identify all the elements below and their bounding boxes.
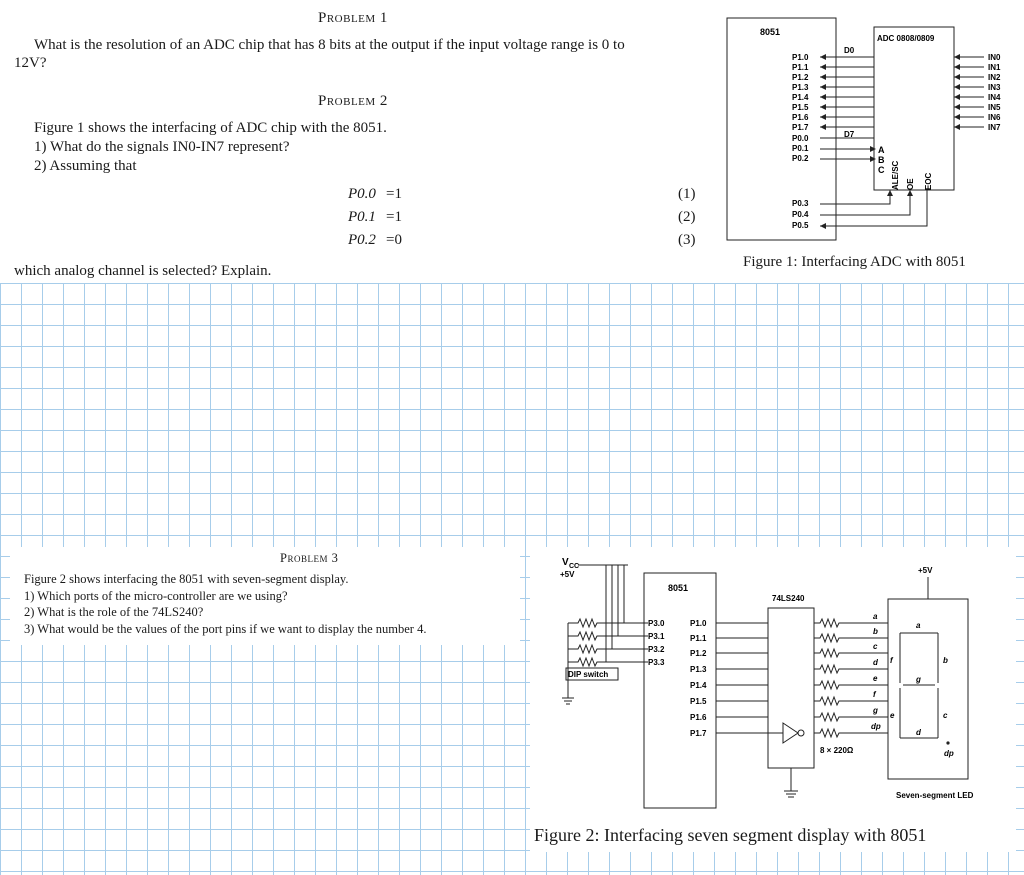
fig2-p1-pin: P1.6: [690, 713, 707, 722]
fig1-p0-pin: P0.5: [792, 221, 809, 230]
equation-1-tag: (1): [678, 186, 696, 202]
fig2-segment-wire: e: [873, 674, 878, 683]
fig2-buffer-label: 74LS240: [772, 594, 805, 603]
fig1-analog-input: IN3: [988, 83, 1001, 92]
fig1-adc-label: ADC 0808/0809: [877, 34, 935, 43]
figure2-sheet: [530, 547, 1016, 852]
fig1-8051-block: [727, 18, 836, 240]
fig1-select-a: A: [878, 145, 885, 155]
problem3-intro: Figure 2 shows interfacing the 8051 with seven-segment display.: [24, 572, 349, 586]
fig2-display-segment: f: [890, 656, 893, 665]
fig1-p1-pin: P1.7: [792, 123, 809, 132]
fig2-vcc-label: V: [562, 557, 569, 568]
fig1-p1-pin: P1.4: [792, 93, 809, 102]
fig2-display-segment: dp: [944, 749, 954, 758]
fig2-display-segment: g: [916, 675, 921, 684]
fig1-oe-label: OE: [906, 178, 915, 190]
problem3-sheet: [10, 547, 520, 645]
equation-3-tag: (3): [678, 232, 696, 248]
fig1-analog-input: IN7: [988, 123, 1001, 132]
problem3-q3: 3) What would be the values of the port pins if we want to display the number 4.: [24, 622, 427, 636]
problem1-line2: 12V?: [14, 55, 47, 71]
fig2-p1-pin: P1.7: [690, 729, 707, 738]
equation-3-lhs: P0.2: [348, 232, 376, 248]
fig2-segment-wire: f: [873, 690, 876, 699]
fig2-display-plus5v: +5V: [918, 566, 933, 575]
fig2-display-segment: c: [943, 711, 948, 720]
equation-2-lhs: P0.1: [348, 209, 376, 225]
fig2-segment-wire: g: [873, 706, 878, 715]
fig1-d0-label: D0: [844, 46, 855, 55]
fig1-eoc-label: EOC: [924, 172, 933, 190]
fig1-analog-input: IN4: [988, 93, 1001, 102]
fig1-p0-pin: P0.4: [792, 210, 809, 219]
fig1-8051-label: 8051: [760, 27, 781, 37]
fig1-analog-input: IN6: [988, 113, 1001, 122]
problem2-intro: Figure 1 shows the interfacing of ADC chip with the 8051.: [34, 120, 387, 136]
fig2-segment-wire: d: [873, 658, 878, 667]
fig2-display-segment: b: [943, 656, 948, 665]
fig2-p3-pin: P3.1: [648, 632, 665, 641]
fig2-p1-pin: P1.3: [690, 665, 707, 674]
fig2-vcc-sub: CC: [569, 563, 580, 570]
fig2-segment-wire: c: [873, 642, 878, 651]
equation-3-rhs: =0: [386, 232, 402, 248]
problem3-title: Problem 3: [280, 551, 339, 565]
fig2-p1-pin: P1.2: [690, 649, 707, 658]
fig2-display-segment: d: [916, 728, 921, 737]
problem1-line1: What is the resolution of an ADC chip that has 8 bits at the output if the input voltage range is 0 to: [34, 37, 625, 53]
fig2-p3-pin: P3.2: [648, 645, 665, 654]
fig2-resistor-label: 8 × 220Ω: [820, 746, 854, 755]
fig1-select-c: C: [878, 165, 885, 175]
fig1-analog-input: IN5: [988, 103, 1001, 112]
figure1-diagram: [720, 10, 1020, 250]
fig1-p0-pin: P0.3: [792, 199, 809, 208]
fig2-p1-pin: P1.1: [690, 634, 707, 643]
fig1-p0-pin: P0.0: [792, 134, 809, 143]
fig2-vcc-plus5v: +5V: [560, 570, 575, 579]
problem3-q1: 1) Which ports of the micro-controller are we using?: [24, 589, 288, 603]
fig1-p1-pin: P1.5: [792, 103, 809, 112]
fig2-p3-pin: P3.0: [648, 619, 665, 628]
fig1-p1-pin: P1.2: [792, 73, 809, 82]
fig1-d7-label: D7: [844, 130, 855, 139]
fig1-analog-input: IN0: [988, 53, 1001, 62]
fig1-p0-pin: P0.1: [792, 144, 809, 153]
fig2-segment-wire: a: [873, 612, 878, 621]
fig2-8051-label: 8051: [668, 583, 689, 593]
fig2-display-segment: a: [916, 621, 921, 630]
equation-1-rhs: =1: [386, 186, 402, 202]
problem2-closing: which analog channel is selected? Explain.: [14, 263, 272, 279]
figure1-caption: Figure 1: Interfacing ADC with 8051: [743, 254, 966, 270]
fig2-p1-pin: P1.4: [690, 681, 707, 690]
fig2-display-segment: e: [890, 711, 895, 720]
fig1-ale-label: ALE/SC: [891, 160, 900, 190]
fig1-select-b: B: [878, 155, 885, 165]
fig2-buffer-block: [768, 608, 814, 768]
fig1-p1-pin: P1.6: [792, 113, 809, 122]
fig2-display-label: Seven-segment LED: [896, 791, 974, 800]
top-sheet: [0, 0, 1024, 283]
figure2-diagram: [558, 553, 988, 813]
fig1-p1-pin: P1.3: [792, 83, 809, 92]
problem2-q2: 2) Assuming that: [34, 158, 137, 174]
fig2-p1-pin: P1.0: [690, 619, 707, 628]
problem3-q2: 2) What is the role of the 74LS240?: [24, 605, 204, 619]
fig2-segment-wire: b: [873, 627, 878, 636]
problem2-title: Problem 2: [318, 93, 388, 109]
fig1-analog-input: IN1: [988, 63, 1001, 72]
fig2-p1-pin: P1.5: [690, 697, 707, 706]
problem1-title: Problem 1: [318, 10, 388, 26]
fig2-p3-pin: P3.3: [648, 658, 665, 667]
fig1-p1-pin: P1.0: [792, 53, 809, 62]
fig2-dip-label: DIP switch: [568, 670, 609, 679]
fig1-p1-pin: P1.1: [792, 63, 809, 72]
equation-1-lhs: P0.0: [348, 186, 376, 202]
fig1-analog-input: IN2: [988, 73, 1001, 82]
problem2-q1: 1) What do the signals IN0-IN7 represent?: [34, 139, 290, 155]
fig1-p0-pin: P0.2: [792, 154, 809, 163]
fig1-adc-block: [874, 27, 954, 190]
figure2-caption: Figure 2: Interfacing seven segment display with 8051: [534, 825, 927, 845]
fig2-8051-block: [644, 573, 716, 808]
equation-2-rhs: =1: [386, 209, 402, 225]
equation-2-tag: (2): [678, 209, 696, 225]
fig2-segment-wire: dp: [871, 722, 881, 731]
